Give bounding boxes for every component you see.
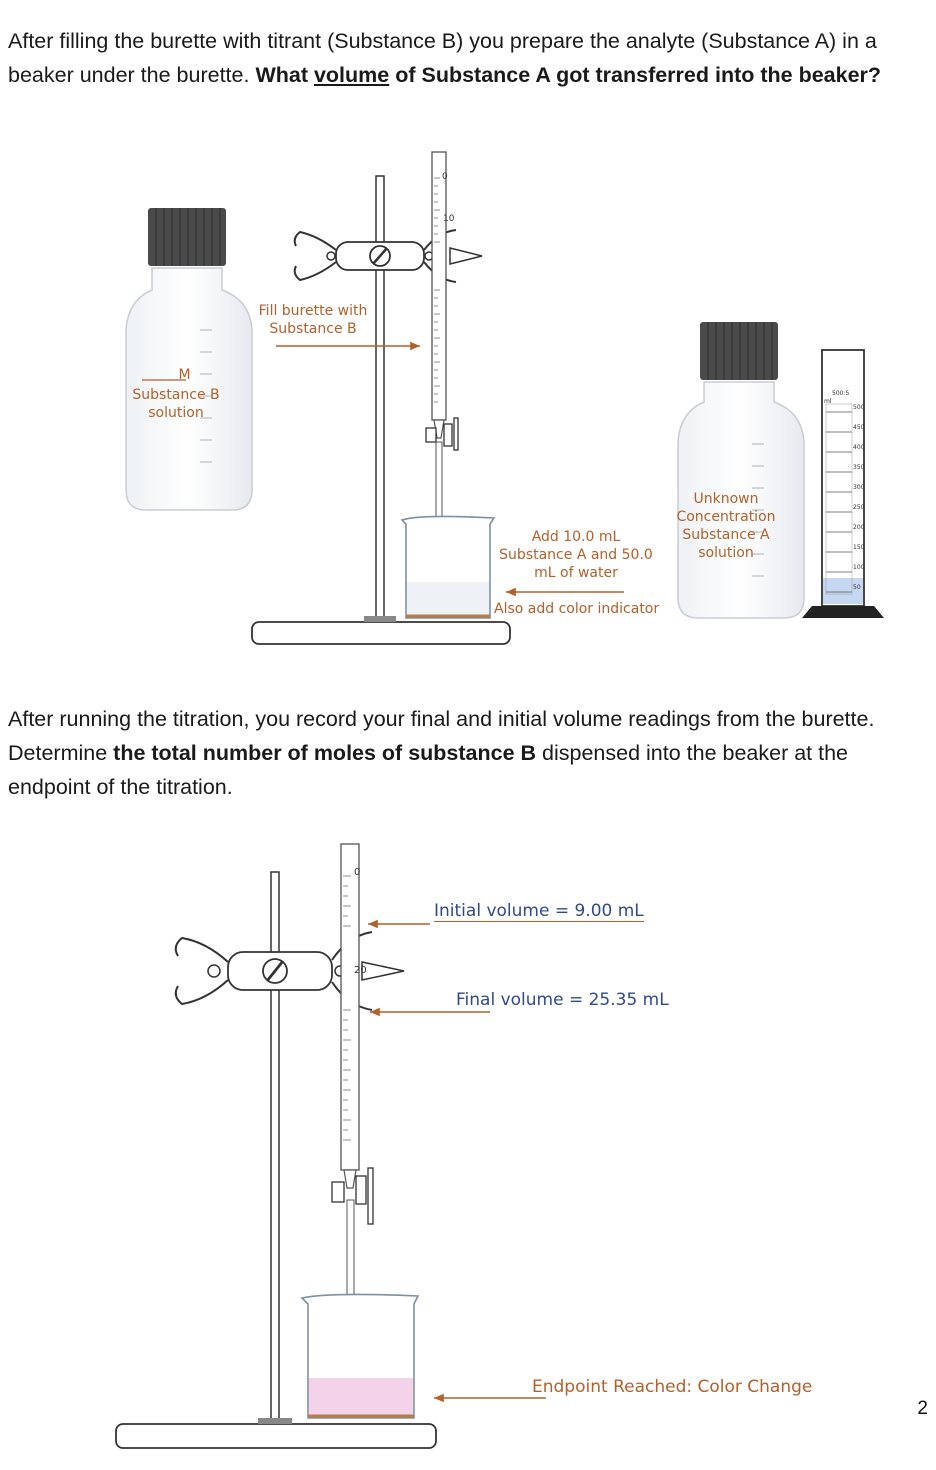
burette-clamp-2: [176, 932, 404, 1010]
final-volume-label: Final volume = 25.35 mL: [456, 990, 669, 1010]
burette-2-tick-20: 20: [354, 965, 367, 976]
endpoint-label: Endpoint Reached: Color Change: [532, 1377, 813, 1397]
cylinder-tick-label: 100: [853, 564, 865, 571]
cylinder-tick-label: 350: [853, 464, 865, 471]
question-1-text: After filling the burette with titrant (Substance B) you prepare the analyte (Substance A) in a beaker under the burette.: [8, 29, 877, 87]
burette-1-tick-10: 10: [443, 214, 455, 224]
add-label-line1: Add 10.0 mL: [531, 529, 621, 545]
question-2-bold: the total number of moles of substance B: [113, 741, 537, 765]
bottle-a-label-line2: Concentration: [676, 509, 776, 525]
burette-clamp-1: [295, 230, 482, 282]
bottle-a-label-line1: Unknown: [693, 491, 759, 507]
question-1-underline: volume: [313, 63, 390, 87]
burette-2: [332, 844, 373, 1308]
question-1-bold-b: of Substance A got transferred into the beaker?: [389, 63, 882, 87]
cylinder-brand: 500:5: [832, 390, 850, 397]
molarity-unit: [146, 366, 216, 384]
initial-volume-label: Initial volume = 9.00 mL: [434, 901, 644, 921]
beaker-2: [302, 1294, 418, 1418]
cylinder-tick-label: 200: [853, 524, 865, 531]
bottle-a-label-line3: Substance A: [682, 527, 770, 543]
add-label-line3: mL of water: [534, 565, 618, 581]
question-1-bold-a: What: [255, 63, 314, 87]
cylinder-tick-label: 450: [853, 424, 865, 431]
cylinder-tick-label: 150: [853, 544, 865, 551]
indicator-label: Also add color indicator: [494, 601, 660, 617]
burette-1: [426, 152, 458, 526]
burette-1-tick-0: 0: [442, 172, 448, 182]
cylinder-tick-label: 50: [853, 584, 861, 591]
bottle-substance-a: [678, 322, 804, 618]
bottle-a-label: [672, 490, 780, 562]
question-2-text-a: After running the titration, you record your final and initial volume readings from the burette. Determine: [8, 707, 875, 765]
fill-burette-label: [248, 302, 378, 338]
fill-label-line1: Fill burette with: [258, 303, 368, 319]
fill-label-line2: Substance B: [269, 321, 357, 337]
add-label-line2: Substance A and 50.0: [499, 547, 653, 563]
cylinder-tick-label: 300: [853, 484, 865, 491]
bottle-b-label: [124, 386, 228, 422]
molarity-m: M: [178, 367, 191, 383]
cylinder-tick-label: 500: [853, 404, 865, 411]
page-number: 2: [917, 1398, 928, 1419]
bottle-b-label-line1: Substance B: [132, 387, 220, 403]
cylinder-tick-label: 250: [853, 504, 865, 511]
bottle-substance-b: [126, 208, 252, 510]
cylinder-unit: ml: [824, 398, 832, 405]
question-2-text-b: dispensed into the beaker at the endpoint of the titration.: [8, 741, 849, 799]
burette-2-tick-0: 0: [354, 867, 361, 878]
bottle-b-label-line2: solution: [148, 405, 204, 421]
question-2: [8, 702, 918, 804]
bottle-a-label-line4: solution: [698, 545, 754, 561]
add-substance-label: [496, 528, 656, 582]
beaker-1: [402, 516, 494, 618]
cylinder-tick-label: 400: [853, 444, 865, 451]
